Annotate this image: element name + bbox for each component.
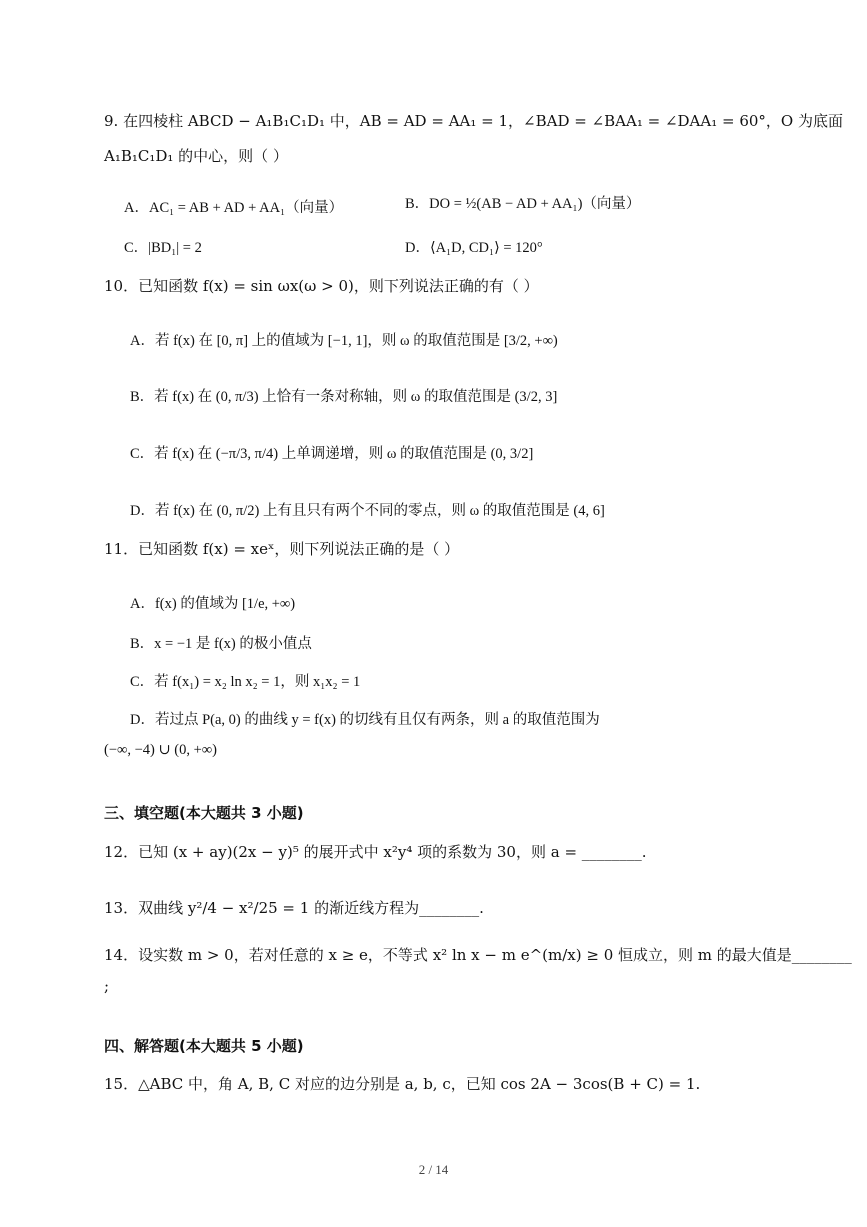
q9-option-c: C．|BD₁| = 2 [124,240,202,256]
q11-option-a: A．f(x) 的值域为 [1/e, +∞) [130,596,296,612]
q10-option-b: B．若 f(x) 在 (0, π/3) 上恰有一条对称轴，则 ω 的取值范围是 (3/2, 3] [130,389,558,405]
q10-option-c: C．若 f(x) 在 (−π/3, π/4) 上单调递增，则 ω 的取值范围是 (0, 3/2] [130,446,534,462]
q11-stem: 11．已知函数 f(x) = xeˣ，则下列说法正确的是（ ） [104,540,460,558]
q10-option-a: A．若 f(x) 在 [0, π] 上的值域为 [−1, 1]，则 ω 的取值范围是 [3/2, +∞) [130,333,558,349]
q10-stem: 10．已知函数 f(x) = sin ωx(ω > 0)，则下列说法正确的有（ ） [104,277,539,295]
q9-stem-line2: A₁B₁C₁D₁ 的中心，则（ ） [104,147,288,165]
q11-option-c: C．若 f(x₁) = x₂ ln x₂ = 1，则 x₁x₂ = 1 [130,674,361,690]
q14-line2: ; [104,977,110,995]
q15: 15．△ABC 中，角 A, B, C 对应的边分别是 a, b, c，已知 cos 2A − 3cos(B + C) = 1. [104,1075,701,1093]
q12: 12．已知 (x + ay)(2x − y)⁵ 的展开式中 x²y⁴ 项的系数为 30，则 a = ________. [104,843,647,861]
q13: 13．双曲线 y²/4 − x²/25 = 1 的渐近线方程为________. [104,899,484,917]
page-number: 2 / 14 [418,1162,449,1177]
q9-option-d: D．⟨A₁D, CD₁⟩ = 120° [405,240,543,256]
q11-option-d-line2: (−∞, −4) ∪ (0, +∞) [104,742,217,758]
q9-option-a: A．AC₁ = AB + AD + AA₁（向量） [124,200,344,216]
q9-stem-line1: 9. 在四棱柱 ABCD − A₁B₁C₁D₁ 中，AB = AD = AA₁ = 1，∠BAD = ∠BAA₁ = ∠DAA₁ = 60°，O 为底面 [104,112,843,130]
q14-line1: 14．设实数 m > 0，若对任意的 x ≥ e，不等式 x² ln x − m e^(m/x) ≥ 0 恒成立，则 m 的最大值是________ [104,946,852,964]
section-solutions-heading: 四、解答题(本大题共 5 小题) [104,1037,304,1055]
q10-option-d: D．若 f(x) 在 (0, π/2) 上有且只有两个不同的零点，则 ω 的取值范围是 (4, 6] [130,503,605,519]
q11-option-d-line1: D．若过点 P(a, 0) 的曲线 y = f(x) 的切线有且仅有两条，则 a 的取值范围为 [130,712,600,728]
q9-option-b: B．DO = ½(AB − AD + AA₁)（向量） [405,196,641,212]
q11-option-b: B．x = −1 是 f(x) 的极小值点 [130,636,312,652]
section-fill-in-heading: 三、填空题(本大题共 3 小题) [104,804,304,822]
